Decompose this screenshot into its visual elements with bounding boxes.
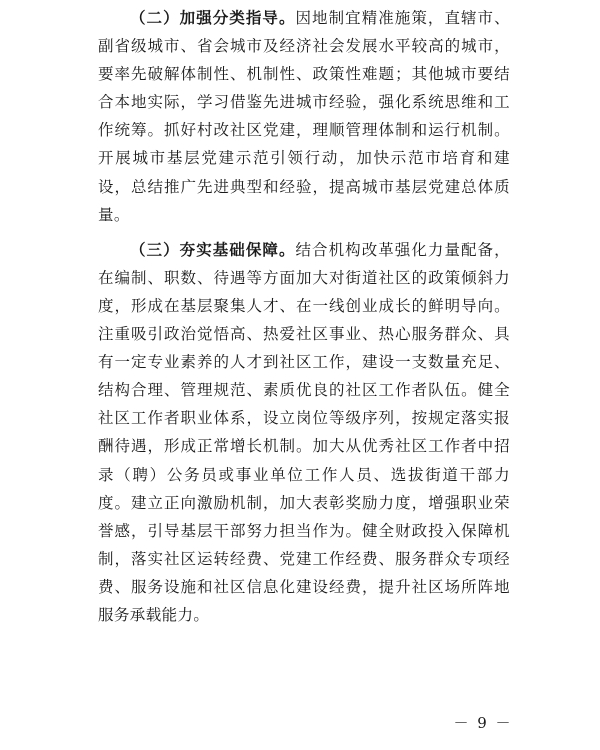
- page-number: － 9 －: [453, 714, 513, 732]
- paragraph-strengthen-guidance: [98, 4, 510, 229]
- paragraph-solidify-support: [98, 236, 510, 629]
- page-body: [98, 4, 510, 636]
- paragraph-text: 因地制宜精准施策，直辖市、副省级城市、省会城市及经济社会发展水平较高的城市，要率先破解体制性、机制性、政策性难题；其他城市要结合本地实际，学习借鉴先进城市经验，强化系统思维和工作统筹。抓好村改社区党建，理顺管理体制和运行机制。开展城市基层党建示范引领行动，加快示范市培育和建设，总结推广先进典型和经验，提高城市基层党建总体质量。: [98, 9, 510, 224]
- paragraph-heading: （二）加强分类指导。: [130, 9, 296, 27]
- paragraph-heading: （三）夯实基础保障。: [130, 240, 296, 259]
- paragraph-text: 结合机构改革强化力量配备，在编制、职数、待遇等方面加大对街道社区的政策倾斜力度，形成在基层聚集人才、在一线创业成长的鲜明导向。注重吸引政治觉悟高、热爱社区事业、热心服务群众、具有一定专业素养的人才到社区工作，建设一支数量充足、结构合理、管理规范、素质优良的社区工作者队伍。健全社区工作者职业体系，设立岗位等级序列，按规定落实报酬待遇，形成正常增长机制。加大从优秀社区工作者中招录（聘）公务员或事业单位工作人员、选拔街道干部力度。建立正向激励机制，加大表彰奖励力度，增强职业荣誉感，引导基层干部努力担当作为。健全财政投入保障机制，落实社区运转经费、党建工作经费、服务群众专项经费、服务设施和社区信息化建设经费，提升社区场所阵地服务承载能力。: [98, 240, 510, 624]
